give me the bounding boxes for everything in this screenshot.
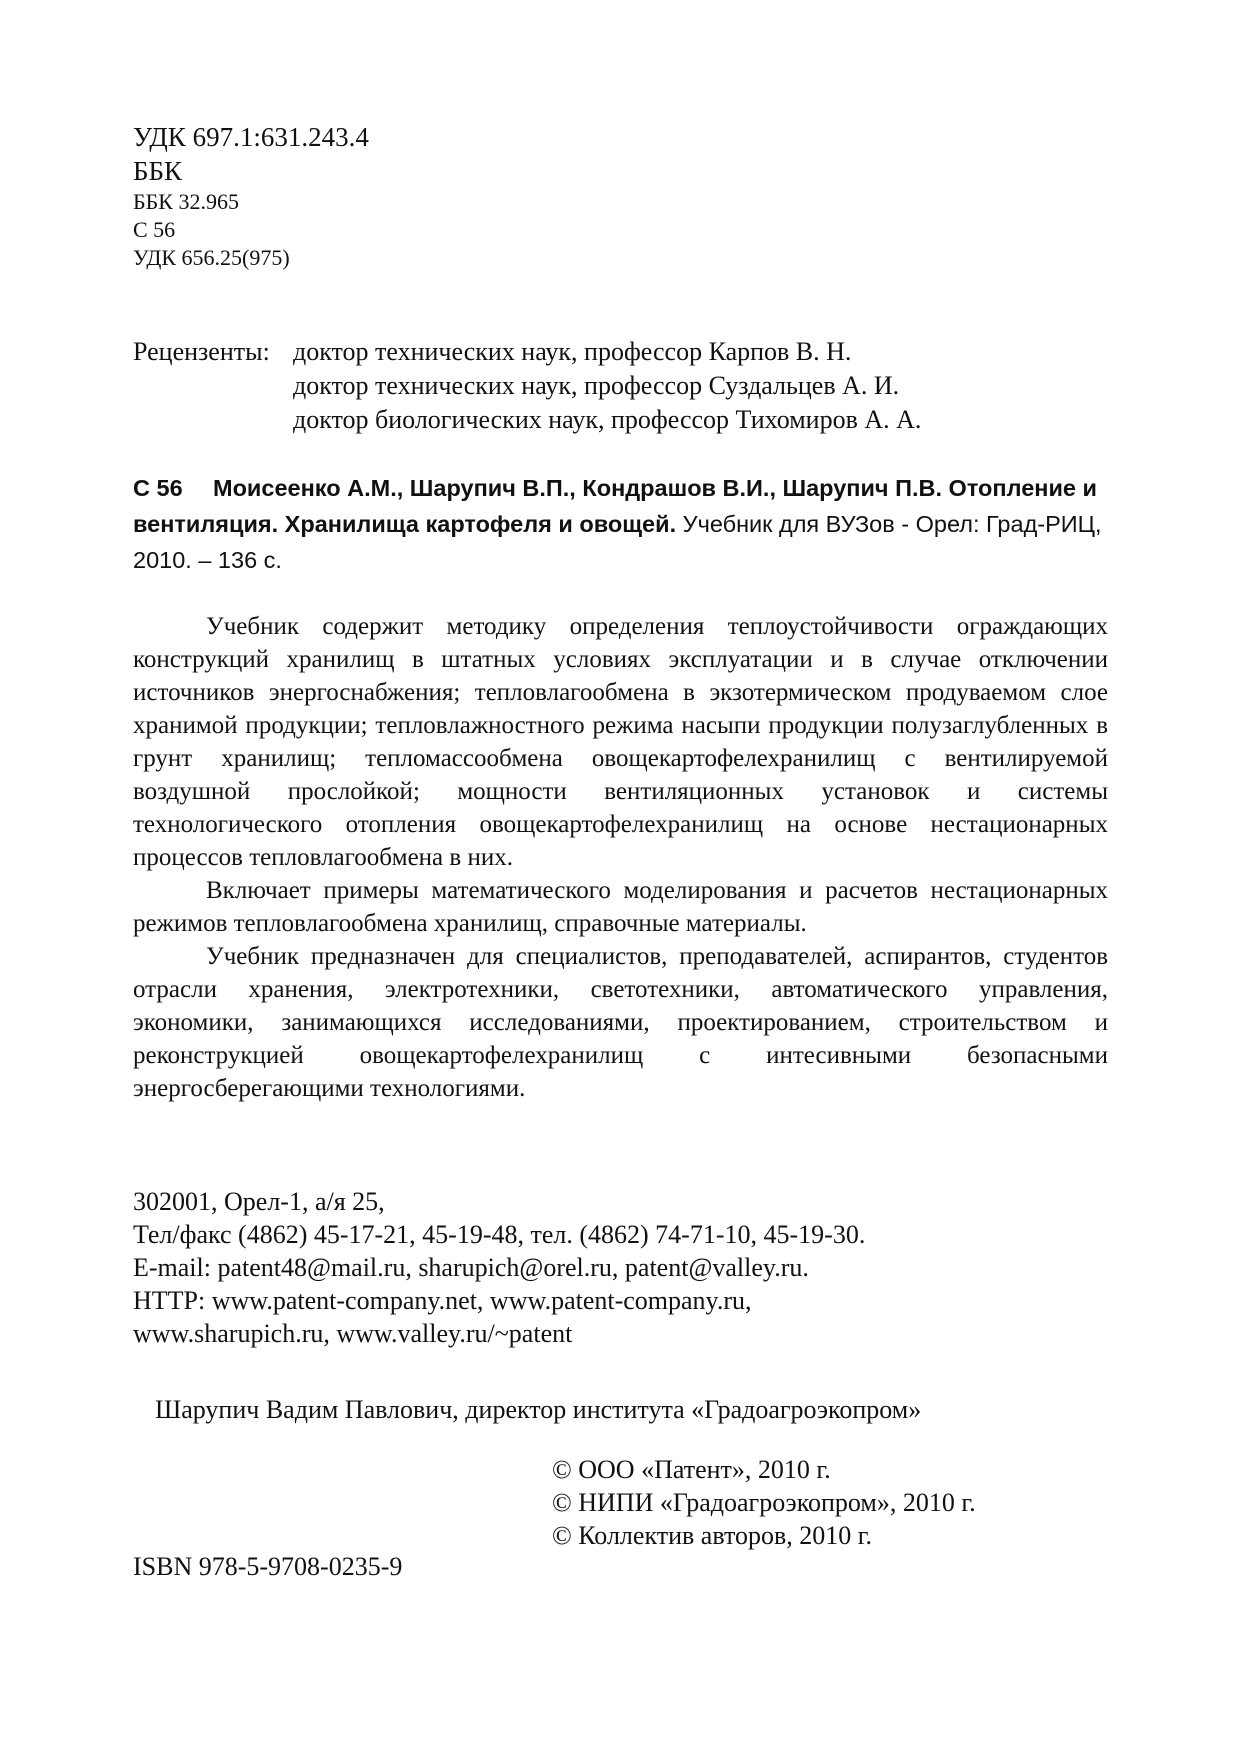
isbn: ISBN 978-5-9708-0235-9 (133, 1552, 403, 1581)
annotation (133, 610, 1108, 1105)
postal-address: 302001, Орел-1, а/я 25, (133, 1187, 385, 1216)
annotation-paragraph: Включает примеры математического моделирования и расчетов нестационарных режимов тепловлагообмена хранилищ, справочные материалы. (133, 877, 1108, 937)
bibliographic-entry (133, 470, 1108, 578)
annotation-paragraph: Учебник содержит методику определения теплоустойчивости ограждающих конструкций хранилищ в штатных условиях эксплуатации и в случае отключении источников энергоснабжения; тепловлагообмена в экзотермическом продуваемом слое хранимой продукции; тепловлажностного режима насыпи продукции полузаглубленных в грунт хранилищ; тепломассообмена овощекартофелехранилищ с вентилируемой воздушной прослойкой; мощности вентиляционных установок и системы технологического отопления овощекартофелехранилищ на основе нестационарных процессов тепловлагообмена в них. (133, 613, 1108, 871)
reviewer-item: доктор технических наук, профессор Карпов В. Н. (293, 337, 852, 366)
copyright-block (552, 1453, 976, 1552)
reviewer-item: доктор биологических наук, профессор Тихомиров А. А. (293, 405, 922, 434)
copyright-line: © ООО «Патент», 2010 г. (552, 1455, 831, 1484)
annotation-paragraph: Учебник предназначен для специалистов, преподавателей, аспирантов, студентов отрасли хранения, электротехники, светотехники, автоматического управления, экономики, занимающихся исследованиями, проектированием, строительством и реконструкцией овощекартофелехранилищ с интесивными безопасными энергосберегающими технологиями. (133, 943, 1108, 1102)
bbk-code: ББК 32.965 (133, 189, 239, 214)
udk-main: УДК 697.1:631.243.4 (133, 122, 369, 152)
author-sign: С 56 (133, 217, 176, 242)
websites-more: www.sharupich.ru, www.valley.ru/~patent (133, 1319, 573, 1348)
websites: HTTP: www.patent-company.net, www.patent-company.ru, (133, 1286, 752, 1315)
director-line: Шарупич Вадим Павлович, директор института «Градоагроэкопром» (155, 1395, 922, 1424)
biblio-code: С 56 (133, 475, 183, 501)
classification-block (133, 120, 733, 272)
copyright-line: © Коллектив авторов, 2010 г. (552, 1521, 872, 1550)
copyright-line: © НИПИ «Градоагроэкопром», 2010 г. (552, 1488, 976, 1517)
biblio-description: Учебник для ВУЗов - Орел: Град-РИЦ, 2010. – 136 с. (133, 511, 1102, 573)
udk-second: УДК 656.25(975) (133, 245, 290, 270)
biblio-authors-title: Моисеенко А.М., Шарупич В.П., Кондрашов В.И., Шарупич П.В. Отопление и вентиляция. Хранилища картофеля и овощей. (133, 475, 1097, 537)
reviewers-block (133, 335, 1133, 437)
reviewer-item: доктор технических наук, профессор Суздальцев А. И. (293, 371, 900, 400)
email-addresses: E-mail: patent48@mail.ru, sharupich@orel.ru, patent@valley.ru. (133, 1253, 809, 1282)
contacts-block (133, 1185, 1133, 1350)
phone-numbers: Тел/факс (4862) 45-17-21, 45-19-48, тел. (4862) 74-71-10, 45-19-30. (133, 1220, 866, 1249)
reviewers-label: Рецензенты: (133, 337, 270, 366)
bbk-label: ББК (133, 156, 183, 186)
